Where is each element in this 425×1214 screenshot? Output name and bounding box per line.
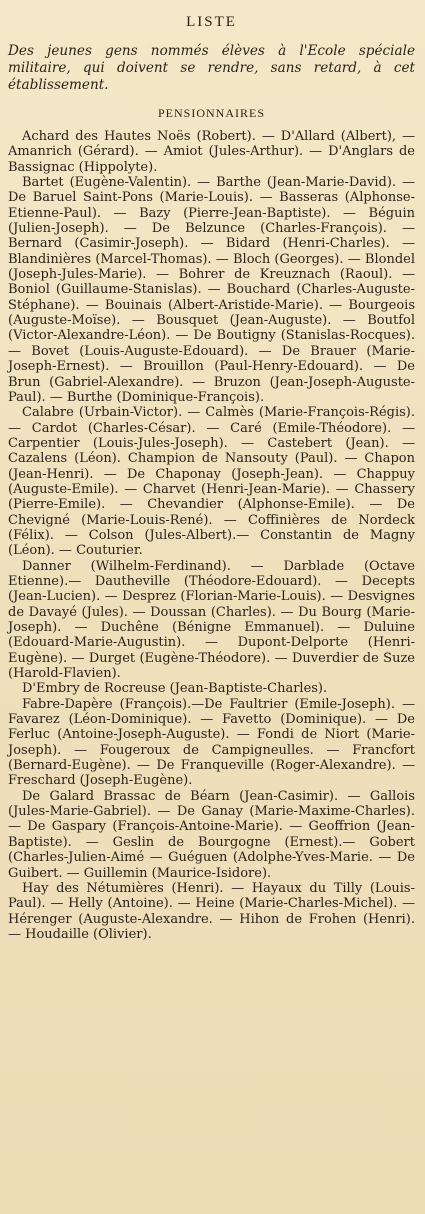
document-subtitle: Des jeunes gens nommés élèves à l'Ecole spéciale militaire, qui doivent se rendre, sans retard, à cet établissement. bbox=[8, 43, 415, 93]
paragraph-h: Hay des Nétumières (Henri). — Hayaux du Tilly (Louis-Paul). — Helly (Antoine). — Heine (Marie-Charles-Michel). — Hérenger (Auguste-Alexandre. — Hihon de Frohen (Henri). — Houdaille (Olivier). bbox=[8, 880, 415, 942]
paragraph-c: Calabre (Urbain-Victor). — Calmès (Marie-François-Régis). — Cardot (Charles-César). — Caré (Emile-Théodore). — Carpentier (Louis-Jules-Joseph). — Castebert (Jean). — Cazalens (Léon). Champion de Nansouty (Paul). — Chapon (Jean-Henri). — De Chaponay (Joseph-Jean). — Chappuy (Auguste-Emile). — Charvet (Henri-Jean-Marie). — Chassery (Pierre-Emile). — Chevandier (Alphonse-Emile). — De Chevigné (Marie-Louis-René). — Coffinières de Nordeck (Félix). — Colson (Jules-Albert).— Constantin de Magny (Léon). — Couturier. bbox=[8, 405, 415, 559]
paragraph-a: Achard des Hautes Noës (Robert). — D'Allard (Albert), — Amanrich (Gérard). — Amiot (Jules-Arthur). — D'Anglars de Bassignac (Hippolyte). bbox=[8, 129, 415, 175]
section-heading: PENSIONNAIRES bbox=[157, 106, 265, 120]
paragraph-f: Fabre-Dapère (François).—De Faultrier (Emile-Joseph). — Favarez (Léon-Dominique). — Favetto (Dominique). — De Ferluc (Antoine-Joseph-Auguste). — Fondi de Niort (Marie-Joseph). — Fougeroux de Campigneulles. — Francfort (Bernard-Eugène). — De Franqueville (Roger-Alexandre). — Freschard (Joseph-Eugène). bbox=[8, 696, 415, 789]
paragraph-g: De Galard Brassac de Béarn (Jean-Casimir). — Gallois (Jules-Marie-Gabriel). — De Ganay (Marie-Maxime-Charles). — De Gaspary (François-Antoine-Marie). — Geoffrion (Jean-Baptiste). — Geslin de Bourgogne (Ernest).— Gobert (Charles-Julien-Aimé — Guéguen (Adolphe-Yves-Marie. — De Guibert. — Guillemin (Maurice-Isidore). bbox=[8, 788, 415, 881]
paragraph-e: D'Embry de Rocreuse (Jean-Baptiste-Charles). bbox=[22, 681, 328, 697]
paragraph-b: Bartet (Eugène-Valentin). — Barthe (Jean-Marie-David). — De Baruel Saint-Pons (Marie-Louis). — Basseras (Alphonse-Etienne-Paul). — Bazy (Pierre-Jean-Baptiste). — Béguin (Julien-Joseph). — De Belzunce (Charles-François). — Bernard (Casimir-Joseph). — Bidard (Henri-Charles). — Blandinières (Marcel-Thomas). — Bloch (Georges). — Blondel (Joseph-Jules-Marie). — Bohrer de Kreuznach (Raoul). — Boniol (Guillaume-Stanislas). — Bouchard (Charles-Auguste-Stéphane). — Bouinais (Albert-Aristide-Marie). — Bourgeois (Auguste-Moïse). — Bousquet (Jean-Auguste). — Boutfol (Victor-Alexandre-Léon). — De Boutigny (Stanislas-Rocques).— Bovet (Louis-Auguste-Edouard). — De Brauer (Marie-Joseph-Ernest). — Brouillon (Paul-Henry-Edouard). — De Brun (Gabriel-Alexandre). — Bruzon (Jean-Joseph-Auguste-Paul). — Burthe (Dominique-François). bbox=[8, 175, 415, 405]
document-title: LISTE bbox=[186, 14, 237, 30]
paragraph-d: Danner (Wilhelm-Ferdinand). — Darblade (Octave Etienne).— Dautheville (Théodore-Edouard). — Decepts (Jean-Lucien). — Desprez (Florian-Marie-Louis). — Desvignes de Davayé (Jules). — Doussan (Charles). — Du Bourg (Marie-Joseph). — Duchêne (Bénigne Emmanuel). — Duluine (Edouard-Marie-Augustin). — Dupont-Delporte (Henri-Eugène). — Durget (Eugène-Théodore). — Duverdier de Suze (Harold-Flavien). bbox=[8, 558, 415, 682]
